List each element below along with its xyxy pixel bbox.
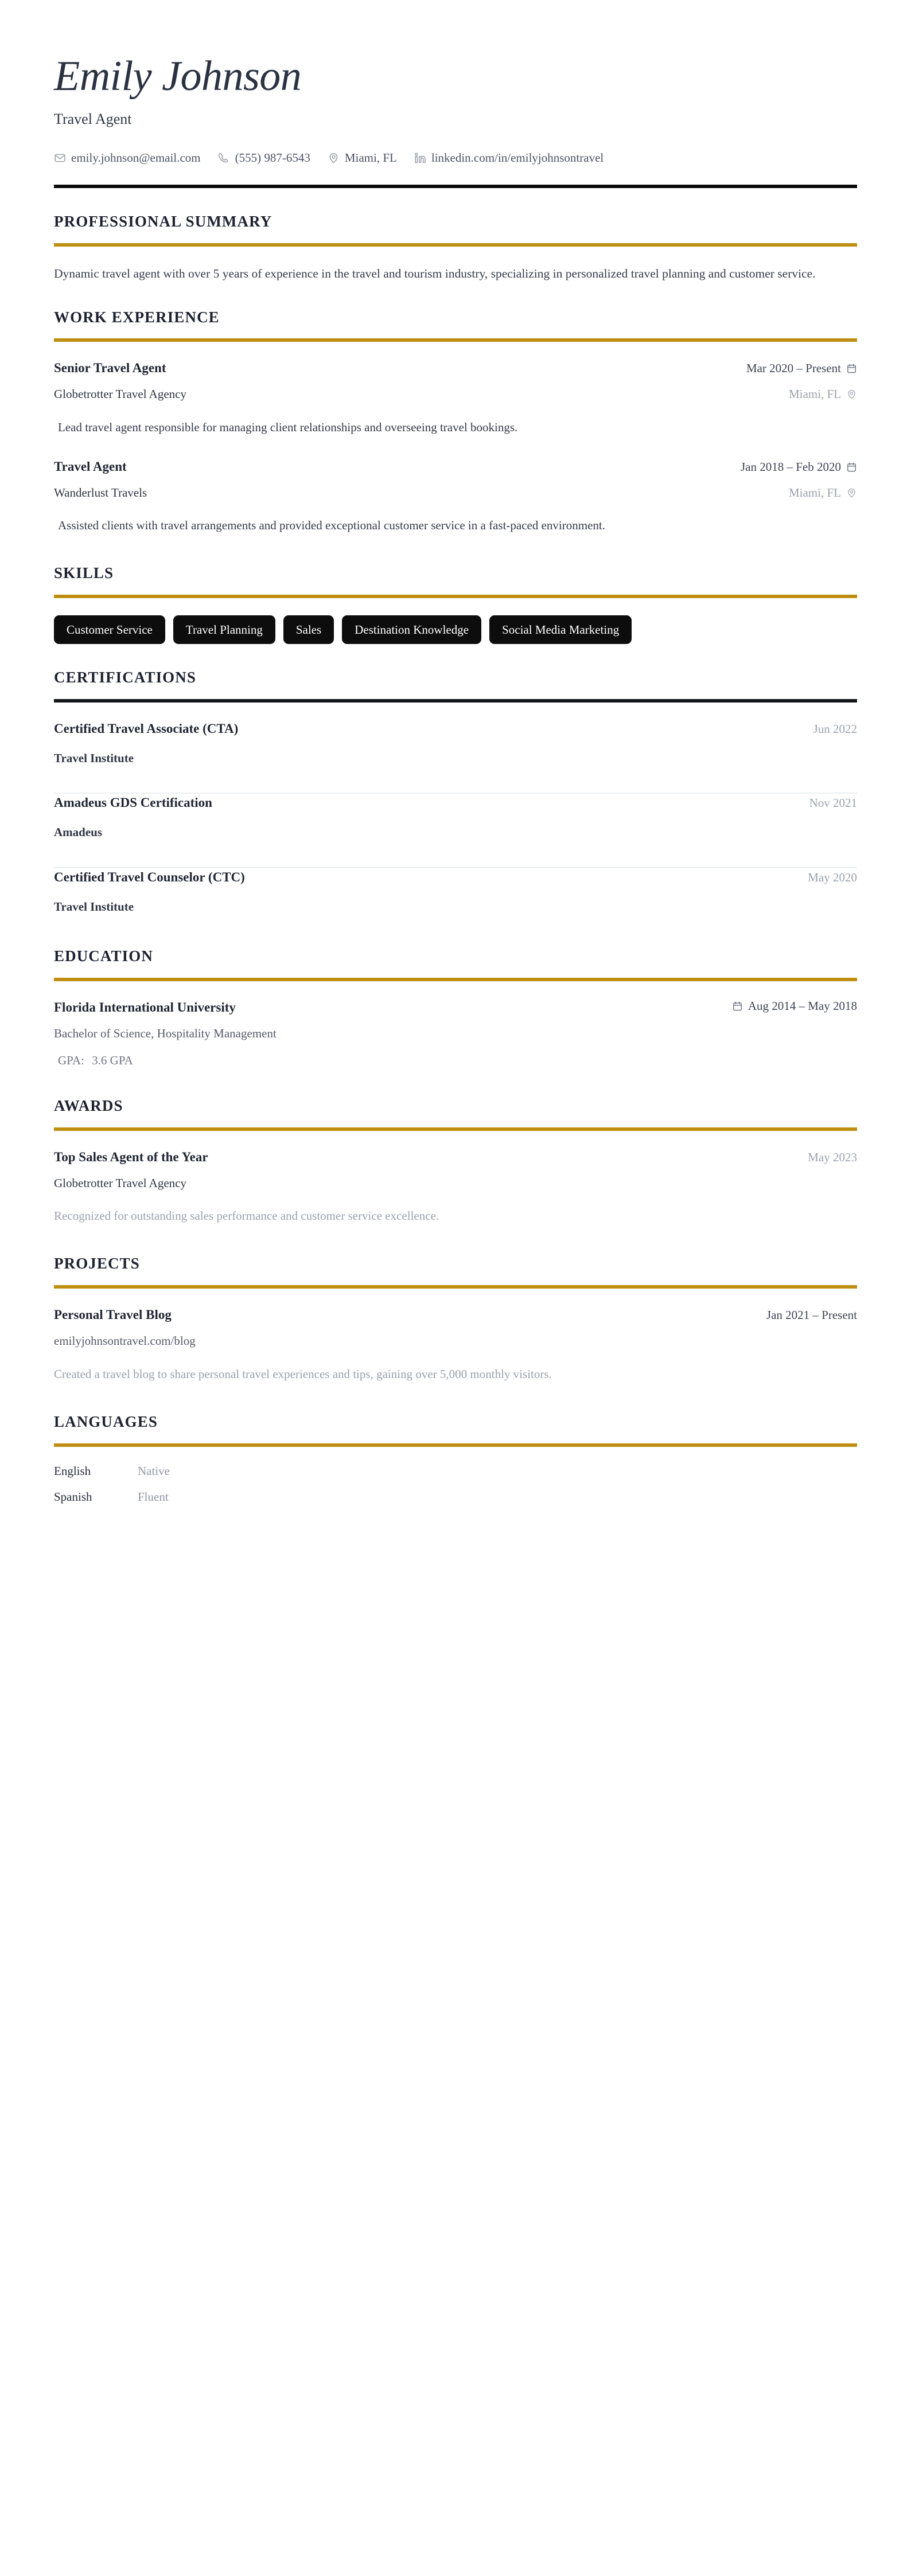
language-row	[54, 1490, 857, 1504]
section-title-certifications: CERTIFICATIONS	[54, 669, 196, 686]
work-job-title: Senior Travel Agent	[54, 361, 166, 376]
contact-linkedin-text: linkedin.com/in/emilyjohnsontravel	[431, 151, 604, 165]
section-skills	[54, 540, 857, 644]
certification-issuer: Travel Institute	[54, 751, 134, 765]
work-company: Globetrotter Travel Agency	[54, 387, 186, 401]
certification-name: Amadeus GDS Certification	[54, 795, 212, 810]
job-title: Travel Agent	[54, 111, 132, 127]
language-name: Spanish	[54, 1489, 92, 1504]
certification-entry	[54, 794, 857, 844]
skill-pill: Travel Planning	[173, 615, 275, 644]
contact-phone[interactable]	[218, 151, 310, 165]
project-url[interactable]: emilyjohnsontravel.com/blog	[54, 1333, 196, 1348]
work-entry	[54, 458, 857, 535]
contact-row	[54, 151, 857, 165]
map-pin-icon	[846, 389, 857, 400]
contact-location-text: Miami, FL	[344, 151, 397, 165]
work-date-text: Mar 2020 – Present	[746, 361, 841, 376]
resume-header	[54, 0, 857, 188]
education-gpa-value: 3.6 GPA	[92, 1053, 133, 1068]
certification-date-text: Nov 2021	[809, 796, 857, 810]
envelope-icon	[54, 152, 66, 164]
section-awards	[54, 1072, 857, 1225]
certification-issuer: Amadeus	[54, 825, 103, 840]
section-certifications	[54, 644, 857, 918]
work-date	[746, 361, 857, 376]
language-level: Native	[138, 1463, 170, 1478]
work-company: Wanderlust Travels	[54, 485, 147, 499]
calendar-icon	[846, 363, 857, 374]
award-entry	[54, 1148, 857, 1225]
work-location-text: Miami, FL	[788, 387, 841, 401]
skills-list	[54, 615, 731, 644]
certification-issuer: Travel Institute	[54, 899, 134, 914]
map-pin-icon	[328, 152, 340, 164]
calendar-icon	[732, 1001, 743, 1012]
page-bottom-space	[54, 1516, 857, 2078]
language-level: Fluent	[138, 1489, 169, 1504]
certification-date-text: Jun 2022	[813, 721, 857, 736]
work-location	[789, 387, 857, 401]
language-row	[54, 1464, 857, 1478]
skill-pill: Destination Knowledge	[342, 615, 481, 644]
contact-location	[328, 151, 397, 165]
award-title: Top Sales Agent of the Year	[54, 1149, 208, 1164]
certification-date	[813, 722, 857, 736]
section-languages	[54, 1388, 857, 1504]
section-title-languages: LANGUAGES	[54, 1413, 158, 1431]
work-location-text: Miami, FL	[788, 485, 841, 499]
section-title-projects: PROJECTS	[54, 1255, 140, 1273]
section-title-work: WORK EXPERIENCE	[54, 308, 220, 326]
certification-entry	[54, 720, 857, 770]
work-description: Assisted clients with travel arrangements and provided exceptional customer service in a fast-paced environment.	[58, 518, 606, 533]
section-title-summary: PROFESSIONAL SUMMARY	[54, 213, 272, 231]
contact-email[interactable]	[54, 151, 201, 165]
certification-entry	[54, 868, 857, 918]
education-school: Florida International University	[54, 1000, 236, 1014]
project-date-text: Jan 2021 – Present	[766, 1307, 857, 1322]
education-gpa	[54, 1053, 857, 1068]
education-date	[732, 999, 857, 1013]
award-organization: Globetrotter Travel Agency	[54, 1176, 186, 1190]
work-job-title: Travel Agent	[54, 459, 127, 474]
section-projects	[54, 1230, 857, 1384]
language-name: English	[54, 1463, 91, 1478]
education-gpa-label: GPA:	[58, 1053, 84, 1068]
phone-icon	[218, 152, 230, 164]
contact-email-text: emily.johnson@email.com	[71, 151, 201, 165]
section-title-education: EDUCATION	[54, 947, 153, 965]
education-entry	[54, 998, 857, 1068]
page-title: Emily Johnson	[54, 53, 302, 100]
certification-name: Certified Travel Counselor (CTC)	[54, 869, 245, 884]
award-description: Recognized for outstanding sales performance and customer service excellence.	[54, 1209, 439, 1223]
certification-date	[809, 796, 857, 810]
award-date-text: May 2023	[808, 1150, 857, 1164]
linkedin-icon	[414, 152, 426, 164]
skill-pill: Sales	[283, 615, 334, 644]
calendar-icon	[846, 462, 857, 473]
education-degree: Bachelor of Science, Hospitality Management	[54, 1026, 277, 1040]
certification-date	[808, 871, 857, 885]
skill-pill: Customer Service	[54, 615, 165, 644]
contact-linkedin[interactable]	[414, 151, 604, 165]
map-pin-icon	[846, 487, 857, 498]
project-description: Created a travel blog to share personal travel experiences and tips, gaining over 5,000 monthly visitors.	[54, 1367, 552, 1381]
section-education	[54, 923, 857, 1068]
project-title: Personal Travel Blog	[54, 1307, 172, 1322]
project-entry	[54, 1306, 857, 1384]
summary-text: Dynamic travel agent with over 5 years of experience in the travel and tourism industry, specializing in personalized travel planning and customer service.	[54, 266, 816, 280]
work-location	[789, 486, 857, 500]
section-title-skills: SKILLS	[54, 564, 114, 582]
section-professional-summary	[54, 188, 857, 284]
skill-pill: Social Media Marketing	[489, 615, 632, 644]
section-title-awards: AWARDS	[54, 1097, 123, 1115]
work-entry	[54, 359, 857, 436]
work-date	[741, 460, 857, 474]
certification-name: Certified Travel Associate (CTA)	[54, 721, 239, 736]
award-date	[808, 1150, 857, 1165]
project-date	[766, 1308, 857, 1322]
contact-phone-text: (555) 987-6543	[235, 151, 310, 165]
certification-date-text: May 2020	[808, 870, 857, 884]
work-description: Lead travel agent responsible for managing client relationships and overseeing travel bookings.	[58, 420, 518, 434]
education-date-text: Aug 2014 – May 2018	[748, 998, 857, 1013]
work-date-text: Jan 2018 – Feb 2020	[741, 459, 841, 474]
section-work-experience	[54, 284, 857, 536]
